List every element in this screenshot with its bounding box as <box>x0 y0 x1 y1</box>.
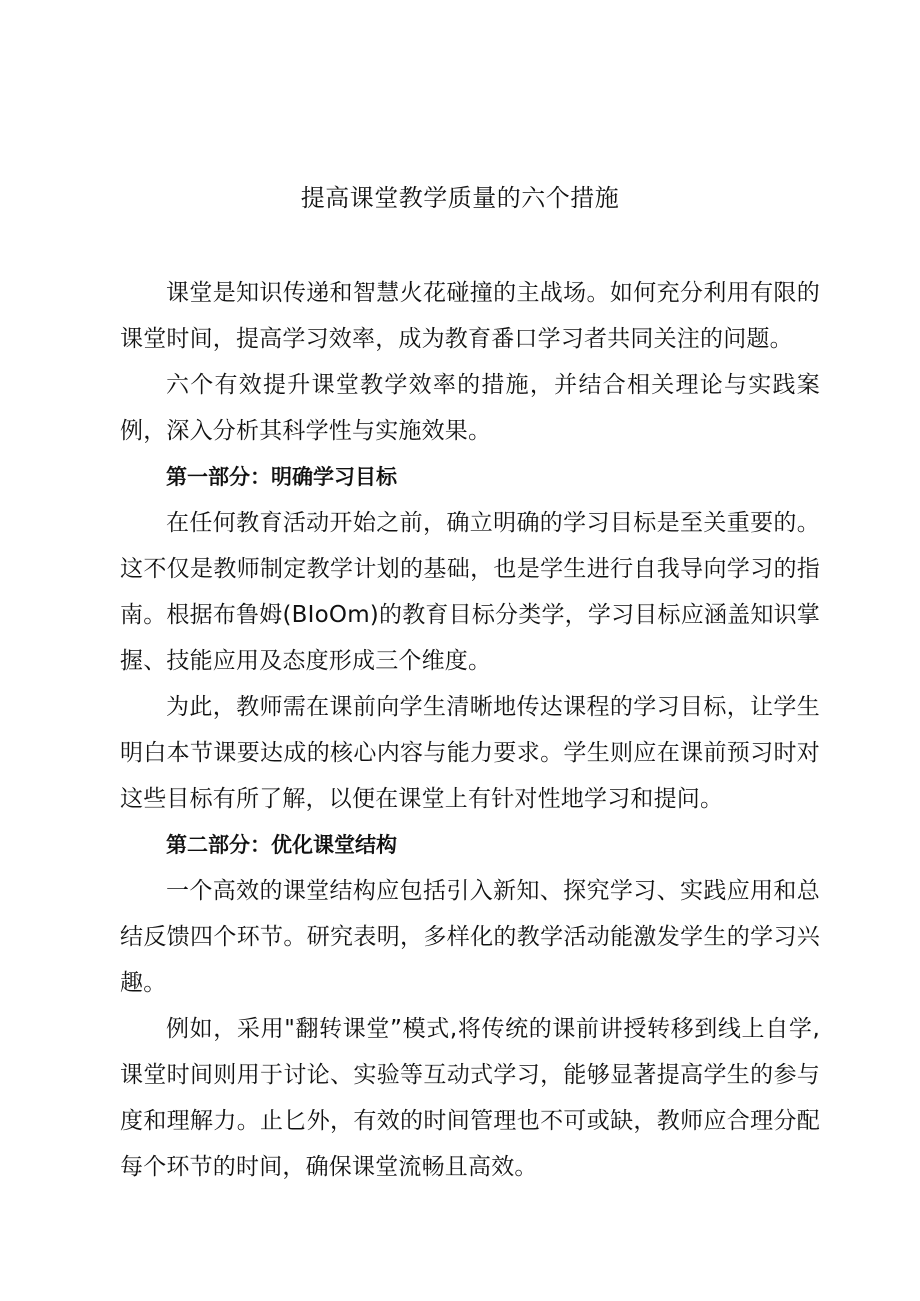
section-paragraph: 为此，教师需在课前向学生清晰地传达课程的学习目标，让学生明白本节课要达成的核心内容与能力要求。学生则应在课前预习时对这些目标有所了解，以便在课堂上有针对性地学习和提问。 <box>120 694 820 812</box>
document-body <box>120 270 820 1190</box>
section-heading: 第一部分：明确学习目标 <box>166 465 397 489</box>
section-heading: 第二部分：优化课堂结构 <box>166 833 397 857</box>
section-paragraph: 例如，采用"翻转课堂”模式,将传统的课前讲授转移到线上自学,课堂时间则用于讨论、实验等互动式学习，能够显著提高学生的参与度和理解力。止匕外，有效的时间管理也不可或缺，教师应合理分配每个环节的时间，确保课堂流畅且高效。 <box>120 1016 820 1180</box>
section-paragraph: 在任何教育活动开始之前，确立明确的学习目标是至关重要的。这不仅是教师制定教学计划的基础，也是学生进行自我导向学习的指南。根据布鲁姆(BIoOm)的教育目标分类学，学习目标应涵盖知识掌握、技能应用及态度形成三个维度。 <box>120 510 820 674</box>
intro-paragraph: 课堂是知识传递和智慧火花碰撞的主战场。如何充分利用有限的课堂时间，提高学习效率，成为教育番口学习者共同关注的问题。 <box>120 280 820 352</box>
intro-paragraph: 六个有效提升课堂教学效率的措施，并结合相关理论与实践案例，深入分析其科学性与实施效果。 <box>120 372 820 444</box>
document-title: 提高课堂教学质量的六个措施 <box>300 184 620 212</box>
section-paragraph: 一个高效的课堂结构应包括引入新知、探究学习、实践应用和总结反馈四个环节。研究表明，多样化的教学活动能激发学生的学习兴趣。 <box>120 878 820 996</box>
